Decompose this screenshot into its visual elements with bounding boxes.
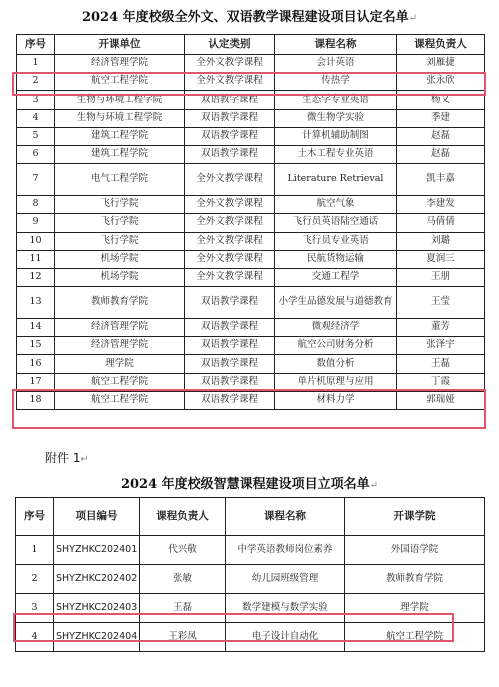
col-header-college: 开课学院 [345, 498, 485, 536]
attachment-label: 附件 1↵ [45, 451, 89, 465]
table-cell: 理学院 [55, 355, 185, 373]
table-cell: SHYZHKC202401 [54, 536, 140, 565]
table-cell: 双语教学课程 [185, 145, 275, 163]
table-cell: 建筑工程学院 [55, 127, 185, 145]
table-row [17, 109, 485, 127]
table-cell: 经济管理学院 [55, 319, 185, 337]
table-cell: SHYZHKC202403 [54, 594, 140, 623]
table-cell: 中学英语教师岗位素养 [226, 536, 345, 565]
col-header-lead: 课程负责人 [397, 35, 485, 55]
table-row [17, 91, 485, 109]
table-cell: 航空工程学院 [55, 391, 185, 409]
table-cell: 14 [17, 319, 55, 337]
table-cell: 郭瑞娅 [397, 391, 485, 409]
table-cell: 幼儿园班级管理 [226, 565, 345, 594]
table-cell: 飞行学院 [55, 214, 185, 232]
table-cell: 数学建模与数学实验 [226, 594, 345, 623]
table-row [17, 73, 485, 91]
table-cell: 经济管理学院 [55, 55, 185, 73]
table-cell: 5 [17, 127, 55, 145]
table-cell: 刘雁捷 [397, 55, 485, 73]
table-cell: 微生物学实验 [275, 109, 397, 127]
table-cell: 经济管理学院 [55, 337, 185, 355]
table-cell: 张泽宇 [397, 337, 485, 355]
table-cell: 土木工程专业英语 [275, 145, 397, 163]
table-row [17, 214, 485, 232]
table-cell: 杨文 [397, 91, 485, 109]
table-cell: 航空工程学院 [55, 73, 185, 91]
table-cell: Literature Retrieval [275, 164, 397, 196]
table-cell: 生态学专业英语 [275, 91, 397, 109]
table-cell: 电子设计自动化 [226, 623, 345, 652]
table-cell: 王朋 [397, 268, 485, 286]
table-row [17, 337, 485, 355]
table-cell: 航空工程学院 [345, 623, 485, 652]
table-cell: 双语教学课程 [185, 337, 275, 355]
table-cell: 9 [17, 214, 55, 232]
table-cell: 董芳 [397, 319, 485, 337]
table-cell: 材料力学 [275, 391, 397, 409]
table-row [17, 319, 485, 337]
table-cell: 王彩凤 [140, 623, 226, 652]
table-cell: 4 [16, 623, 54, 652]
col-header-unit: 开课单位 [55, 35, 185, 55]
table-cell: 双语教学课程 [185, 319, 275, 337]
col-header-lead: 课程负责人 [140, 498, 226, 536]
table-cell: 理学院 [345, 594, 485, 623]
table-cell: 17 [17, 373, 55, 391]
table-cell: 双语教学课程 [185, 391, 275, 409]
table-cell: 13 [17, 287, 55, 319]
table-cell: 民航货物运输 [275, 250, 397, 268]
approval-table-2 [15, 497, 485, 652]
table-cell: 生物与环境工程学院 [55, 91, 185, 109]
table-cell: 16 [17, 355, 55, 373]
table-cell: 王磊 [397, 355, 485, 373]
table-row [16, 594, 485, 623]
approval-table-1 [16, 34, 485, 410]
table-cell: 王莹 [397, 287, 485, 319]
table-cell: 夏润三 [397, 250, 485, 268]
table-cell: 双语教学课程 [185, 355, 275, 373]
table-cell: 1 [17, 55, 55, 73]
table-cell: 6 [17, 145, 55, 163]
table-cell: 赵磊 [397, 127, 485, 145]
col-header-no: 序号 [17, 35, 55, 55]
col-header-course: 课程名称 [275, 35, 397, 55]
table-cell: 教师教育学院 [345, 565, 485, 594]
table-row [17, 391, 485, 409]
table-cell: 11 [17, 250, 55, 268]
table-cell: 建筑工程学院 [55, 145, 185, 163]
table-cell: 15 [17, 337, 55, 355]
table-cell: 传热学 [275, 73, 397, 91]
table-cell: 计算机辅助制图 [275, 127, 397, 145]
table-cell: 8 [17, 196, 55, 214]
table-cell: 微观经济学 [275, 319, 397, 337]
col-header-category: 认定类别 [185, 35, 275, 55]
table-cell: 3 [17, 91, 55, 109]
table-row [17, 373, 485, 391]
col-header-course: 课程名称 [226, 498, 345, 536]
table-cell: 航空工程学院 [55, 373, 185, 391]
table-row [16, 536, 485, 565]
table-cell: 3 [16, 594, 54, 623]
table-cell: SHYZHKC202402 [54, 565, 140, 594]
table-row [17, 145, 485, 163]
table-row [17, 355, 485, 373]
table-cell: 电气工程学院 [55, 164, 185, 196]
table-cell: 18 [17, 391, 55, 409]
table-cell: 外国语学院 [345, 536, 485, 565]
table-cell: 全外文教学课程 [185, 196, 275, 214]
doc2-title: 2024 年度校级智慧课程建设项目立项名单↵ [120, 477, 379, 492]
table-row [17, 250, 485, 268]
table-cell: 2 [16, 565, 54, 594]
table-cell: 飞行员英语陆空通话 [275, 214, 397, 232]
table-cell: 双语教学课程 [185, 373, 275, 391]
table-cell: 张永欣 [397, 73, 485, 91]
table-cell: 4 [17, 109, 55, 127]
table-cell: 双语教学课程 [185, 127, 275, 145]
table-cell: 机场学院 [55, 268, 185, 286]
table-cell: 全外文教学课程 [185, 232, 275, 250]
doc1-title: 2024 年度校级全外文、双语教学课程建设项目认定名单↵ [81, 10, 418, 25]
table-cell: 凯丰嘉 [397, 164, 485, 196]
table-cell: 飞行员专业英语 [275, 232, 397, 250]
table-row [17, 127, 485, 145]
table-cell: 7 [17, 164, 55, 196]
table-cell: 马倩倩 [397, 214, 485, 232]
table-cell: 双语教学课程 [185, 287, 275, 319]
table-cell: 王磊 [140, 594, 226, 623]
col-header-project-id: 项目编号 [54, 498, 140, 536]
table-cell: 飞行学院 [55, 196, 185, 214]
table-row [17, 164, 485, 196]
table-cell: 10 [17, 232, 55, 250]
table-cell: 交通工程学 [275, 268, 397, 286]
table-cell: 小学生品德发展与道德教育 [275, 287, 397, 319]
table-cell: 教师教育学院 [55, 287, 185, 319]
table-cell: 张敏 [140, 565, 226, 594]
table-cell: 2 [17, 73, 55, 91]
table-cell: 航空公司财务分析 [275, 337, 397, 355]
table-row [16, 623, 485, 652]
table-cell: 全外文教学课程 [185, 164, 275, 196]
table-cell: 全外文教学课程 [185, 214, 275, 232]
table-cell: 全外文教学课程 [185, 268, 275, 286]
table-cell: 双语教学课程 [185, 109, 275, 127]
table-cell: 生物与环境工程学院 [55, 109, 185, 127]
table-row [17, 55, 485, 73]
table-cell: 单片机原理与应用 [275, 373, 397, 391]
table-cell: SHYZHKC202404 [54, 623, 140, 652]
table-cell: 代兴敬 [140, 536, 226, 565]
table-cell: 全外文教学课程 [185, 250, 275, 268]
table-cell: 机场学院 [55, 250, 185, 268]
table-cell: 全外文教学课程 [185, 55, 275, 73]
table-row [16, 565, 485, 594]
table-cell: 数值分析 [275, 355, 397, 373]
table-cell: 会计英语 [275, 55, 397, 73]
table-cell: 1 [16, 536, 54, 565]
table-cell: 双语教学课程 [185, 91, 275, 109]
table-cell: 季建 [397, 109, 485, 127]
table-cell: 李建发 [397, 196, 485, 214]
table-cell: 航空气象 [275, 196, 397, 214]
table-cell: 全外文教学课程 [185, 73, 275, 91]
table-cell: 飞行学院 [55, 232, 185, 250]
table-cell: 12 [17, 268, 55, 286]
table-cell: 丁霞 [397, 373, 485, 391]
table-row [17, 232, 485, 250]
table-row [17, 268, 485, 286]
table-cell: 赵磊 [397, 145, 485, 163]
table-row [17, 196, 485, 214]
table-row [17, 287, 485, 319]
table-cell: 刘璐 [397, 232, 485, 250]
col-header-no: 序号 [16, 498, 54, 536]
